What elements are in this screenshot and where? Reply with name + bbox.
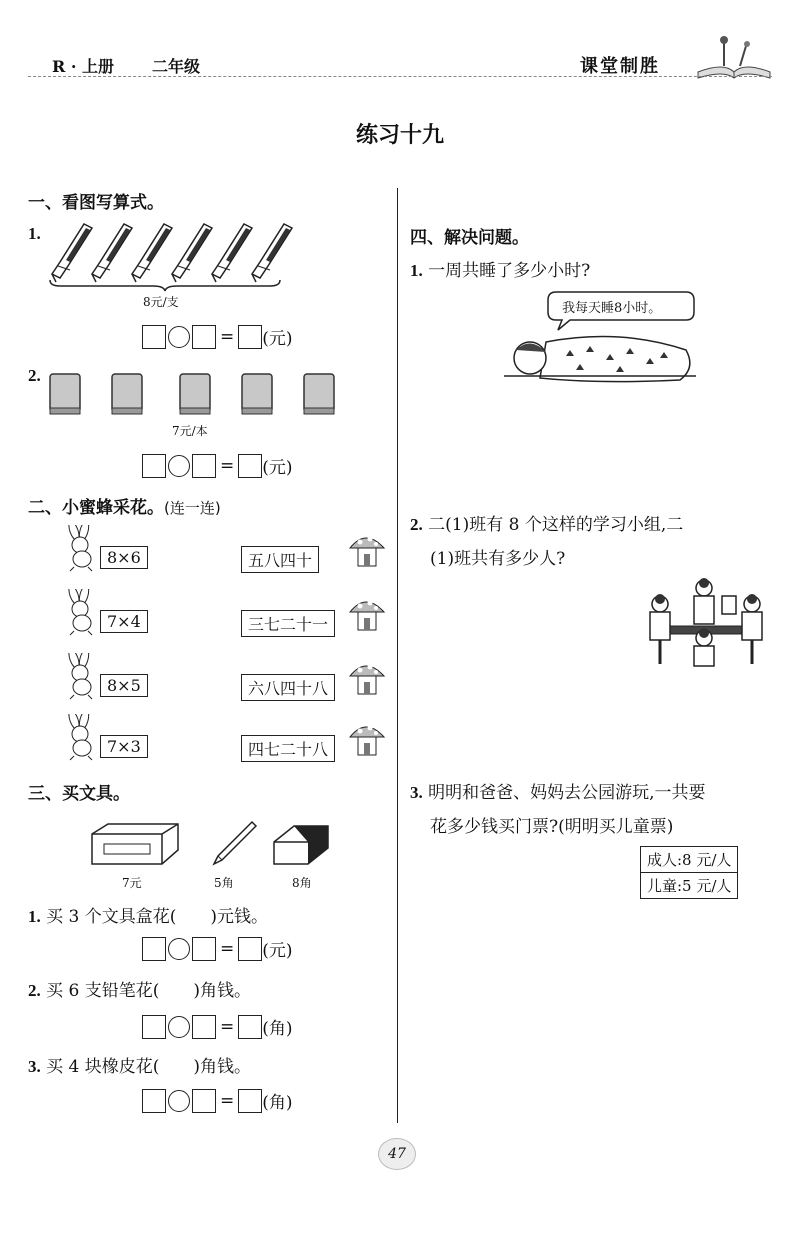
page-number: 47 (378, 1138, 416, 1170)
rabbit-icon (60, 525, 100, 575)
brace-icon (48, 278, 282, 292)
rabbit-card[interactable]: 7×3 (100, 735, 148, 758)
answer-box[interactable] (238, 454, 262, 478)
buy-1-equation: = (元) (142, 936, 293, 961)
column-divider (397, 188, 398, 1123)
operator-circle[interactable] (168, 1090, 190, 1112)
buy-question: 1. 买 3 个文具盒花( )元钱。 (28, 907, 269, 927)
answer-box[interactable] (238, 937, 262, 961)
mushroom-card[interactable]: 六八四十八 (241, 674, 335, 701)
mushroom-icon (348, 596, 388, 636)
q1-number: 1. (28, 224, 41, 243)
answer-box[interactable] (192, 325, 216, 349)
answer-box[interactable] (192, 1089, 216, 1113)
answer-box[interactable] (238, 1015, 262, 1039)
pen-icon (52, 224, 92, 282)
pencil-box-icon (88, 820, 183, 868)
operator-circle[interactable] (168, 1016, 190, 1038)
buy-2-equation: = (角) (142, 1014, 293, 1039)
answer-box[interactable] (192, 937, 216, 961)
book-logo-icon (694, 32, 774, 80)
buy-question: 3. 买 4 块橡皮花( )角钱。 (28, 1057, 252, 1077)
mushroom-card[interactable]: 三七二十一 (241, 610, 335, 637)
answer-box[interactable] (192, 1015, 216, 1039)
eraser-icon (270, 822, 332, 868)
mushroom-card[interactable]: 五八四十 (241, 546, 319, 573)
book-icon (50, 374, 80, 414)
answer-box[interactable] (142, 454, 166, 478)
unit-label: (角) (262, 1093, 293, 1113)
pen-price-caption: 8元/支 (143, 295, 179, 309)
pencil-icon (208, 818, 258, 868)
unit-label: (元) (262, 941, 293, 961)
section-2-title: 二、小蜜蜂采花。(连一连) (28, 498, 221, 518)
buy-question: 2. 买 6 支铅笔花( )角钱。 (28, 981, 252, 1001)
book-label: R · 上册 二年级 (52, 57, 201, 76)
mushroom-icon (348, 660, 388, 700)
study-group-image (640, 576, 768, 668)
mushroom-icon (348, 721, 388, 761)
answer-box[interactable] (142, 937, 166, 961)
rabbit-card[interactable]: 7×4 (100, 610, 148, 633)
speech-bubble-text: 我每天睡8小时。 (562, 301, 662, 316)
rabbit-card[interactable]: 8×6 (100, 546, 148, 569)
section-3-title: 三、买文具。 (28, 784, 130, 804)
unit-label: (元) (262, 458, 293, 478)
operator-circle[interactable] (168, 938, 190, 960)
problem-2-line-2: (1)班共有多少人? (430, 549, 566, 569)
item-caption: 7元 (122, 876, 142, 890)
unit-label: (角) (262, 1019, 293, 1039)
problem-3-line-2: 花多少钱买门票?(明明买儿童票) (430, 817, 674, 837)
operator-circle[interactable] (168, 326, 190, 348)
q1-equation: = (元) (142, 324, 293, 349)
books-image (46, 372, 346, 418)
grade-label: 二年级 (152, 57, 201, 76)
rabbit-card[interactable]: 8×5 (100, 674, 148, 697)
ticket-price-table (640, 846, 738, 899)
buy-3-equation: = (角) (142, 1088, 293, 1113)
mushroom-card[interactable]: 四七二十八 (241, 735, 335, 762)
rabbit-icon (60, 589, 100, 639)
answer-box[interactable] (142, 325, 166, 349)
operator-circle[interactable] (168, 455, 190, 477)
problem-2-line-1: 2. 二(1)班有 8 个这样的学习小组,二 (410, 515, 684, 535)
page-title: 练习十九 (355, 122, 444, 148)
answer-box[interactable] (238, 325, 262, 349)
unit-label: (元) (262, 329, 293, 349)
section-1-title: 一、看图写算式。 (28, 193, 164, 213)
child-price: 儿童:5 元/人 (641, 872, 737, 898)
rabbit-icon (60, 653, 100, 703)
section-4-title: 四、解决问题。 (410, 228, 529, 248)
item-caption: 5角 (214, 876, 234, 890)
problem-3-line-1: 3. 明明和爸爸、妈妈去公园游玩,一共要 (410, 783, 706, 803)
adult-price: 成人:8 元/人 (647, 851, 732, 869)
q2-equation: = (元) (142, 453, 293, 478)
answer-box[interactable] (142, 1015, 166, 1039)
answer-box[interactable] (238, 1089, 262, 1113)
item-caption: 8角 (292, 876, 312, 890)
answer-box[interactable] (192, 454, 216, 478)
rabbit-icon (60, 714, 100, 764)
problem-1: 1. 一周共睡了多少小时? (410, 261, 591, 281)
header-rule (28, 76, 772, 77)
book-price-caption: 7元/本 (172, 424, 208, 438)
answer-box[interactable] (142, 1089, 166, 1113)
q2-number: 2. (28, 366, 41, 385)
series-title: 课堂制胜 (580, 56, 660, 77)
mushroom-icon (348, 532, 388, 572)
